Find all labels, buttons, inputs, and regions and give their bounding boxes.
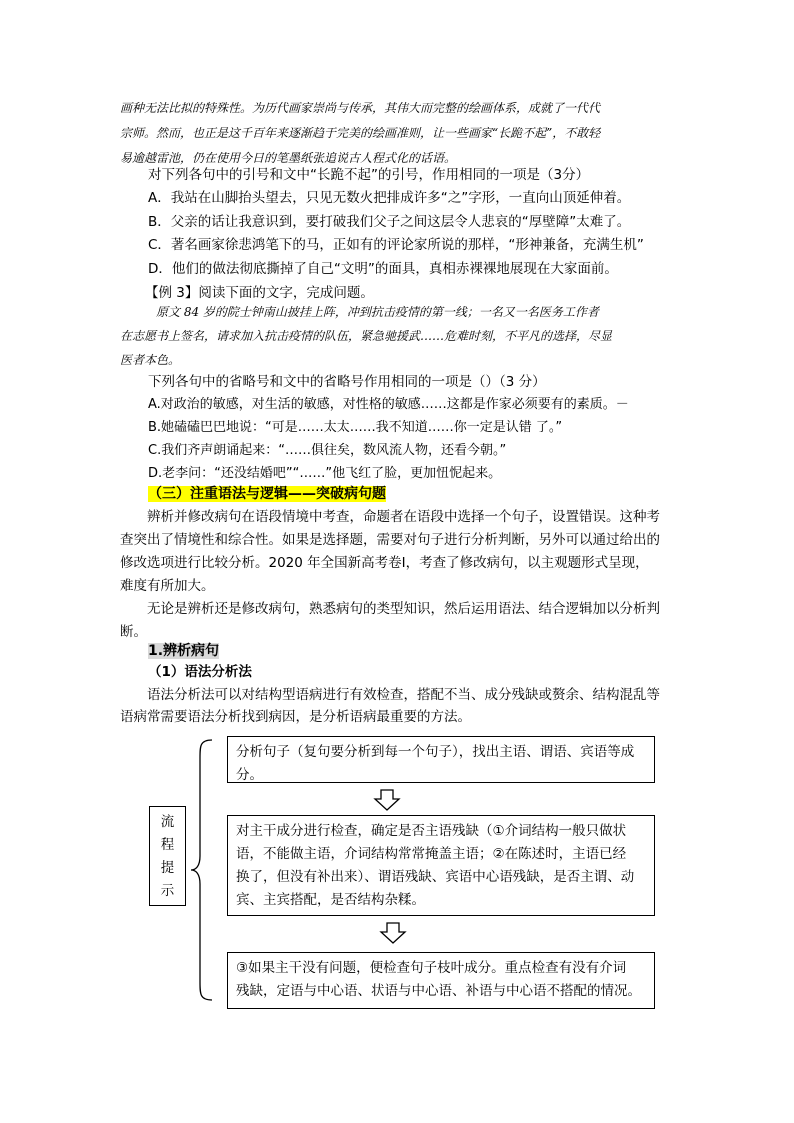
flow-step-line: 换了，但没有补出来）、谓语残缺、宾语中心语残缺，是否主谓、动	[236, 869, 635, 885]
paragraph-line: 无论是辨析还是修改病句，熟悉病句的类型知识，然后运用语法、结合逻辑加以分析判	[147, 601, 660, 617]
subheading	[148, 641, 219, 661]
paragraph-line: 语法分析法可以对结构型语病进行有效检查，搭配不当、成分残缺或赘余、结构混乱等	[147, 687, 660, 703]
flow-step-line: 宾、主宾搭配，是否结构杂糅。	[236, 892, 425, 908]
flow-step-line: 语，不能做主语，介词结构常常掩盖主语；②在陈述时，主语已经	[236, 846, 627, 862]
flow-label-char: 示	[160, 883, 175, 899]
passage-line: 易逾越雷池，仍在使用今日的笔墨纸张追说古人程式化的话语。	[120, 151, 457, 165]
section-paragraph	[120, 598, 660, 644]
paragraph-line: 修改选项进行比较分析。2020 年全国新高考卷Ⅰ，考查了修改病句，以主观题形式呈现，	[120, 555, 649, 571]
question-stem: 对下列各句中的引号和文中“长跪不起”的引号，作用相同的一项是（3分）	[148, 167, 590, 183]
passage-top	[120, 96, 600, 171]
flow-step-line: 分。	[236, 767, 263, 783]
section-paragraph	[120, 684, 660, 728]
brace-icon	[188, 738, 216, 1002]
option-b: B．父亲的话让我意识到，要打破我们父子之间这层令人悲哀的“厚壁障”太难了。	[148, 213, 631, 230]
flow-step-line: 分析句子（复句要分析到每一个句子），找出主语、谓语、宾语等成	[236, 744, 635, 760]
flow-label-char: 程	[160, 837, 175, 853]
paragraph-line: 断。	[120, 624, 147, 640]
option-d: D．他们的做法彻底撕掉了自己“文明”的面具，真相赤裸裸地展现在大家面前。	[148, 260, 618, 277]
flow-label-box	[149, 806, 186, 906]
option-c: C．著名画家徐悲鸿笔下的马，正如有的评论家所说的那样，“形神兼备，充满生机”	[148, 237, 644, 253]
paragraph-line: 难度有所加大。	[120, 578, 215, 594]
passage-line: 画种无法比拟的特殊性。为历代画家崇尚与传承，其伟大而完整的绘画体系，成就了一代代	[120, 101, 601, 115]
passage-line: 宗师。然而，也正是这千百年来逐渐趋于完美的绘画准则，让一些画家“长跪不起”，不敢轻	[120, 126, 601, 140]
example-options	[148, 393, 629, 485]
option-a: A．我站在山脚抬头望去，只见无数火把排成许多“之”字形，一直向山顶延伸着。	[148, 190, 631, 206]
option-c: C.我们齐声朗诵起来：“……俱往矣，数风流人物，还看今朝。”	[148, 443, 507, 458]
paragraph-line: 语病常需要语法分析找到病因，是分析语病最重要的方法。	[120, 709, 471, 725]
flow-step-3	[227, 952, 655, 1009]
flow-step-line: 残缺，定语与中心语、状语与中心语、补语与中心语不搭配的情况。	[236, 983, 641, 999]
flow-step-1	[227, 736, 655, 783]
paragraph-line: 查突出了情境性和综合性。如果是选择题，需要对句子进行分析判断，另外可以通过给出的	[120, 532, 660, 548]
subheading-text: 1.辨析病句	[148, 643, 220, 659]
section-paragraph	[120, 506, 660, 598]
flow-label-char: 提	[160, 860, 175, 876]
flow-step-line: 对主干成分进行检查，确定是否主语残缺（①介词结构一般只做状	[236, 823, 627, 839]
example-passage-line: 医者本色。	[120, 353, 181, 367]
option-d: D.老李问：“还没结婚吧”“……”他飞红了脸，更加忸怩起来。	[148, 466, 502, 481]
section-heading	[148, 484, 386, 504]
subheading-method: （1）语法分析法	[148, 664, 252, 680]
example-passage	[120, 300, 612, 372]
option-b: B.她磕磕巴巴地说：“可是……太太……我不知道……你一定是认错 了。”	[148, 420, 563, 435]
flow-step-2	[227, 815, 655, 916]
example-passage-line: 原文 84 岁的院士钟南山披挂上阵，冲到抗击疫情的第一线；一名又一名医务工作者	[156, 305, 599, 319]
flow-label-char: 流	[160, 814, 175, 830]
example-stem: 下列各句中的省略号和文中的省略号作用相同的一项是（）（3 分）	[148, 374, 546, 390]
down-arrow-icon	[379, 922, 407, 944]
question-options	[148, 187, 644, 281]
down-arrow-icon	[373, 789, 401, 811]
option-a: A.对政治的敏感，对生活的敏感，对性格的敏感……这都是作家必须要有的素质。－	[148, 397, 629, 412]
example-passage-line: 在志愿书上签名，请求加入抗击疫情的队伍，紧急驰援武……危难时刻，不平凡的选择，尽显	[120, 329, 613, 343]
flow-step-line: ③如果主干没有问题，便检查句子枝叶成分。重点检查有没有介词	[236, 960, 627, 976]
section-heading-text: （三）注重语法与逻辑——突破病句题	[148, 486, 386, 502]
example-label: 【例 3】阅读下面的文字，完成问题。	[145, 285, 374, 301]
paragraph-line: 辨析并修改病句在语段情境中考查，命题者在语段中选择一个句子，设置错误。这种考	[147, 509, 660, 525]
